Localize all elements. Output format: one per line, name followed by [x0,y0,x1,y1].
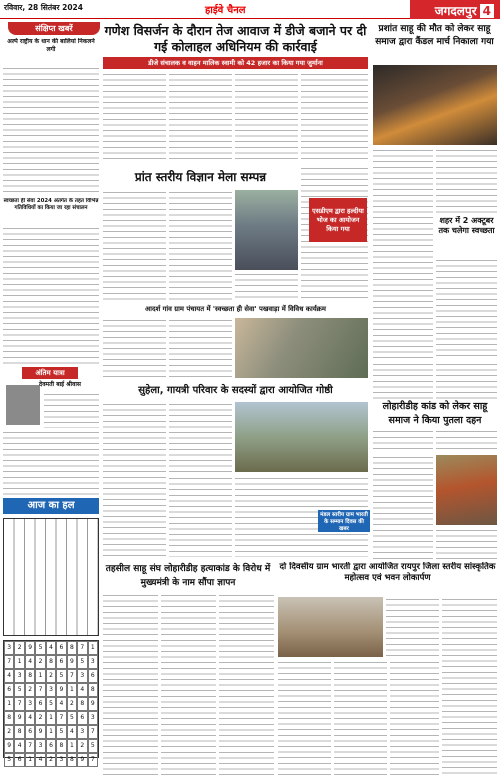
sudoku-cell: 3 [4,641,14,655]
sudoku-cell: 6 [35,697,45,711]
sudoku-cell: 1 [35,669,45,683]
effigy-burning-photo [436,455,497,525]
sudoku-cell: 4 [25,655,35,669]
sudoku-cell: 5 [14,683,24,697]
page-number: 4 [480,4,494,18]
story4-col2 [169,402,232,472]
science-fair-photo [235,190,298,270]
story3-col1 [103,318,166,378]
story4-col3 [169,476,232,557]
sudoku-cell: 5 [67,711,77,725]
sudoku-cell: 5 [56,669,66,683]
sudoku-cell: 3 [77,725,87,739]
story5-col3 [219,593,274,778]
story7-col4 [334,660,387,778]
main-headline-5: तहसील साहू संघ लोहारीडीह हत्याकांड के विरोध में मुख्यमंत्री के नाम सौंपा ज्ञापन [105,564,271,588]
main-headline-4: सुहेला, गायत्री परिवार के सदस्यों द्वारा आयोजित गोष्ठी [138,385,333,396]
sudoku-cell: 5 [35,641,45,655]
sudoku-cell: 7 [88,753,98,767]
sudoku-cell: 4 [77,683,87,697]
sudoku-cell: 3 [14,669,24,683]
sudoku-cell: 7 [25,739,35,753]
right-headline-1: प्रशांत साहू की मौत को लेकर साहू समाज द्वारा कैंडल मार्च निकाला गया [375,24,494,47]
sudoku-cell: 7 [77,641,87,655]
sudoku-cell: 4 [67,725,77,739]
sudoku-cell: 1 [4,697,14,711]
sudoku-cell: 3 [35,739,45,753]
sudoku-cell: 2 [67,697,77,711]
sudoku-cell: 5 [46,697,56,711]
sudoku-cell: 8 [56,739,66,753]
sudoku-cell: 9 [4,739,14,753]
sudoku-cell: 4 [46,641,56,655]
sudoku-cell: 3 [77,669,87,683]
sudoku-cell: 3 [88,655,98,669]
main-headline-3: आदर्श गांव ग्राम पंचायत में 'स्वच्छता ही सेवा' पखवाड़ा में विविध कार्यक्रम [145,305,326,313]
sudoku-cell: 3 [56,753,66,767]
sudoku-cell: 4 [25,711,35,725]
left-story2-body [3,226,99,364]
sudoku-cell: 3 [25,697,35,711]
section-title: हाईवे चैनल [205,5,246,16]
story1-col3 [235,72,298,162]
obituary-box-title: अंतिम यात्रा [22,367,78,379]
sudoku-cell: 5 [88,739,98,753]
sudoku-cell: 6 [56,641,66,655]
sudoku-cell: 1 [67,683,77,697]
sudoku-cell: 2 [77,739,87,753]
sudoku-cell: 2 [14,641,24,655]
story7-col1 [386,597,439,657]
swachhta-photo [235,318,368,378]
sudoku-cell: 6 [4,683,14,697]
sudoku-cell: 1 [67,739,77,753]
sudoku-cell: 9 [35,725,45,739]
story3-col2 [169,318,232,378]
sudoku-solution [3,640,99,763]
story4-col1 [103,402,166,557]
sudoku-cell: 6 [46,739,56,753]
sudoku-cell: 4 [35,753,45,767]
story5-col1 [103,593,158,778]
sudoku-cell: 8 [4,711,14,725]
sudoku-cell: 7 [56,711,66,725]
left-story1-body [3,66,99,196]
sudoku-cell: 8 [67,641,77,655]
right-box-1: एसडीएम द्वारा हल्दीया भोज का आयोजन किया गया [309,198,367,242]
right-story2-col [436,258,497,358]
sudoku-cell: 5 [77,655,87,669]
right-headline-2: शहर में 2 अक्टूबर तक चलेगा स्वच्छता [438,216,495,235]
sudoku-cell: 9 [88,697,98,711]
left-story2-title: स्वच्छता ही सेवा 2024 अंतर्गत के तहत विभिन्न गतिविधियों का किया जा रहा संचालन [3,198,99,211]
sudoku-cell: 7 [67,669,77,683]
sudoku-cell: 7 [35,683,45,697]
issue-date: रविवार, 28 सितंबर 2024 [4,3,83,12]
sudoku-cell: 1 [46,711,56,725]
sudoku-cell: 1 [14,655,24,669]
city-name: जगदलपुर [434,4,477,18]
sudoku-cell: 1 [46,725,56,739]
right-story1-col2 [436,148,497,213]
sudoku-cell: 2 [46,753,56,767]
obituary-text [44,392,99,428]
sudoku-cell: 4 [14,739,24,753]
sudoku-cell: 9 [77,753,87,767]
puzzle-box-title: आज का हल [3,498,99,514]
sudoku-cell: 4 [56,697,66,711]
story1-col1 [103,72,166,162]
story6-col2 [436,528,497,560]
sudoku-cell: 1 [88,641,98,655]
gayatri-parivar-photo [235,402,368,472]
main-subhead-1: डीजे संचालक व वाहन मालिक स्वामी को 42 हजार का किया गया जुर्माना [103,57,368,69]
sudoku-cell: 9 [14,711,24,725]
sudoku-cell: 6 [14,753,24,767]
story5-col2 [161,593,216,778]
sudoku-cell: 2 [35,655,45,669]
story1-col4 [301,72,368,162]
summary-box-title: संक्षिप्त खबरें [8,22,100,35]
story1-col2 [169,72,232,162]
sudoku-cell: 8 [67,753,77,767]
story7-col2 [442,597,497,778]
story6-col1 [373,455,433,560]
left-story1-title: अल्पे राष्ट्रीय के धान की बालियां निकलने लगी [7,38,95,53]
sudoku-cell: 6 [77,711,87,725]
sudoku-cell: 6 [88,669,98,683]
sudoku-cell: 9 [56,683,66,697]
sudoku-cell: 6 [56,655,66,669]
right-box-2: मंडल स्तरीय ग्राम भारती के सम्मान दिवस की खबर [318,510,370,532]
gram-bharti-photo-1 [278,597,383,657]
sudoku-cell: 2 [35,711,45,725]
main-headline-2: प्रांत स्तरीय विज्ञान मेला सम्पन्न [134,170,267,184]
sudoku-cell: 2 [46,669,56,683]
story7-col3 [278,660,331,778]
sudoku-cell: 2 [4,725,14,739]
obituary-name: देवमती बाई श्रीवास [39,381,81,388]
sudoku-cell: 4 [4,669,14,683]
sudoku-cell: 8 [14,725,24,739]
obituary-photo [6,385,40,425]
sudoku-cell: 7 [14,697,24,711]
sudoku-cell: 6 [25,725,35,739]
main-headline-7: दो दिवसीय ग्राम भारती द्वारा आयोजित रायपुर जिला स्तरीय सांस्कृतिक महोत्सव एवं भवन लोकार्पण [279,562,496,583]
sudoku-cell: 5 [56,725,66,739]
sudoku-cell: 2 [25,683,35,697]
main-headline-1: गणेश विसर्जन के दौरान तेज आवाज में डीजे बजाने पर दी गई कोलाहल अधिनियम की कार्रवाई [104,23,367,54]
obituary-body [3,430,99,496]
city-banner [410,0,500,19]
story7-col5 [390,660,439,778]
main-headline-6: लोहारीडीह कांड को लेकर साहू समाज ने किया पुतला दहन [373,400,497,428]
sudoku-cell: 9 [67,655,77,669]
crossword-grid [3,518,99,636]
right-story1-col1 [373,148,433,358]
sudoku-cell: 1 [25,753,35,767]
sudoku-cell: 3 [46,683,56,697]
sudoku-cell: 8 [46,655,56,669]
sudoku-cell: 8 [88,683,98,697]
sudoku-cell: 8 [77,697,87,711]
sudoku-cell: 7 [4,655,14,669]
candle-march-photo [373,65,497,145]
sudoku-cell: 7 [88,725,98,739]
sudoku-cell: 5 [4,753,14,767]
sudoku-cell: 9 [25,641,35,655]
masthead [0,0,500,19]
sudoku-cell: 3 [88,711,98,725]
story2-col1 [103,190,166,300]
story2-col3 [235,272,298,300]
story2-col2 [169,190,232,300]
sudoku-cell: 8 [25,669,35,683]
